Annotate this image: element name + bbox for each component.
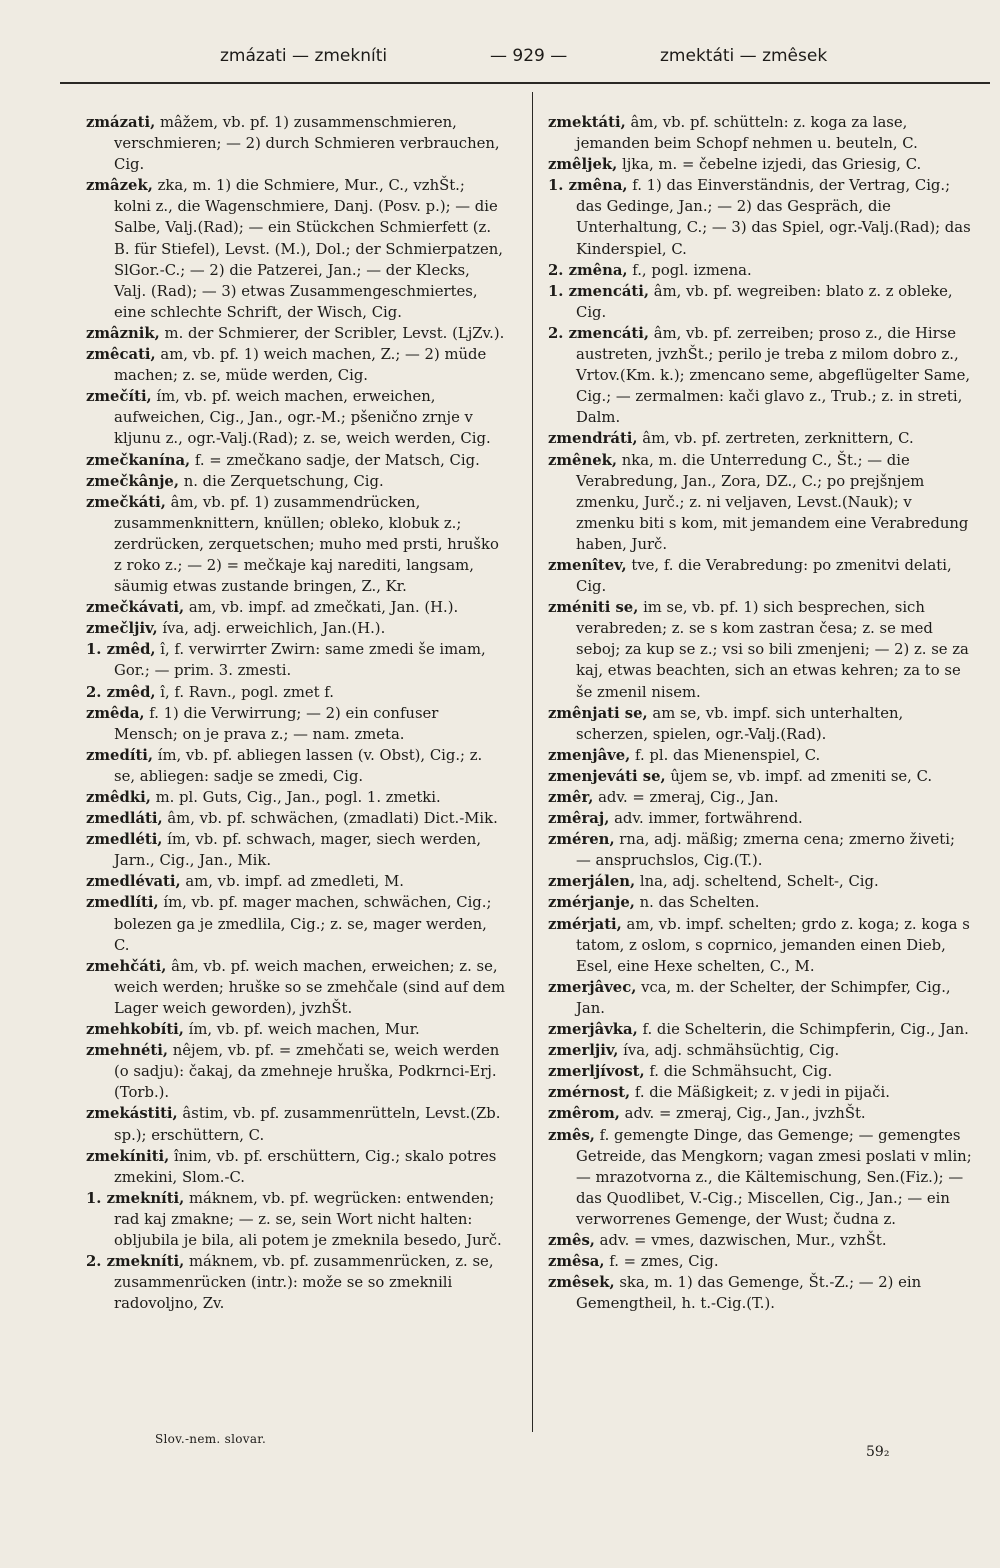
entry-definition: nka, m. die Unterredung C., Št.; — die Verabredung, Jan., Zora, DZ., C.; po prejšnjem zmenku, Jurč.; z. ni veljaven, Levst.(Nauk); v zmenku biti s kom, mit jemandem eine Verabredung haben, Jurč.	[576, 451, 969, 553]
dictionary-entry	[548, 1082, 973, 1103]
entry-definition: am, vb. pf. 1) weich machen, Z.; — 2) müde machen; z. se, müde werden, Cig.	[114, 346, 487, 385]
dictionary-entry	[86, 703, 506, 745]
dictionary-entry	[548, 1061, 973, 1082]
entry-definition: m. der Schmierer, der Scribler, Levst. (LjZv.).	[159, 324, 505, 342]
entry-definition: f. = zmes, Cig.	[604, 1253, 719, 1271]
entry-definition: ska, m. 1) das Gemenge, Št.-Z.; — 2) ein Gemengtheil, h. t.-Cig.(T.).	[576, 1274, 922, 1313]
entry-definition: tve, f. die Verabredung: po zmenitvi delati, Cig.	[576, 556, 952, 596]
entry-definition: mâžem, vb. pf. 1) zusammenschmieren, verschmieren; — 2) durch Schmieren verbrauchen, Cig.	[114, 114, 500, 174]
entry-definition: ím, vb. pf. mager machen, schwächen, Cig.; bolezen ga je zmedlila, Cig.; z. se, mager werden, C.	[114, 894, 492, 954]
headword: 2. zmekníti,	[86, 1253, 185, 1271]
dictionary-entry	[548, 829, 973, 871]
headword: zmérjanje,	[548, 894, 635, 912]
signature-source: Slov.-nem. slovar.	[155, 1432, 267, 1446]
entry-definition: f. die Mäßigkeit; z. v jedi in pijači.	[630, 1084, 890, 1102]
headword: zmérjati,	[548, 915, 622, 933]
entry-definition: ûjem se, vb. impf. ad zmeniti se, C.	[665, 767, 933, 785]
header-right-guide: zmektáti — zmêsek	[660, 46, 828, 66]
dictionary-entry	[548, 808, 973, 829]
entry-definition: adv. = vmes, dazwischen, Mur., vzhŠt.	[594, 1231, 887, 1249]
entry-definition: f. die Schmähsucht, Cig.	[644, 1063, 833, 1081]
entry-definition: am, vb. impf. ad zmedleti, M.	[180, 873, 404, 891]
entry-definition: adv. = zmeraj, Cig., Jan., jvzhŠt.	[619, 1105, 866, 1123]
dictionary-entry	[548, 1103, 973, 1124]
dictionary-entry	[86, 1040, 506, 1103]
dictionary-entry	[548, 1230, 973, 1251]
left-column	[86, 112, 506, 1314]
headword: zmedlíti,	[86, 894, 159, 912]
headword: zmendráti,	[548, 430, 638, 448]
headword: 1. zmencáti,	[548, 282, 650, 300]
dictionary-entry	[548, 555, 973, 597]
entry-definition: am se, vb. impf. sich unterhalten, scherzen, spielen, ogr.-Valj.(Rad).	[576, 704, 904, 743]
entry-definition: ljka, m. = čebelne izjedi, das Griesig, C.	[617, 156, 922, 174]
dictionary-entry	[548, 745, 973, 766]
headword: zmérnost,	[548, 1084, 631, 1102]
dictionary-entry	[548, 1040, 973, 1061]
entry-definition: vca, m. der Schelter, der Schimpfer, Cig., Jan.	[576, 978, 951, 1017]
headword: zmerljiv,	[548, 1042, 619, 1060]
headword: zmenîtev,	[548, 556, 627, 574]
headword: zmenjâve,	[548, 746, 631, 764]
dictionary-entry	[548, 977, 973, 1019]
entry-definition: f. 1) die Verwirrung; — 2) ein confuser Mensch; on je prava z.; — nam. zmeta.	[114, 704, 439, 743]
dictionary-entry	[86, 787, 506, 808]
dictionary-entry	[86, 829, 506, 871]
dictionary-entry	[86, 745, 506, 787]
entry-definition: am, vb. impf. ad zmečkati, Jan. (H.).	[184, 599, 459, 617]
headword: zmerjálen,	[548, 873, 636, 891]
page-number: — 929 —	[490, 46, 568, 66]
dictionary-entry	[86, 344, 506, 386]
entry-definition: rna, adj. mäßig; zmerna cena; zmerno živeti; — anspruchslos, Cig.(T.).	[576, 831, 955, 870]
entry-definition: âstim, vb. pf. zusammenrütteln, Levst.(Zb. sp.); erschüttern, C.	[114, 1105, 501, 1144]
dictionary-entry	[548, 112, 973, 154]
dictionary-entry	[548, 260, 973, 281]
entry-definition: zka, m. 1) die Schmiere, Mur., C., vzhŠt.; kolni z., die Wagenschmiere, Danj. (Posv. p.); — die Salbe, Valj.(Rad); — ein Stückchen Schmierfett (z. B. für Stiefel), Levst. (M.), Dol.; der Schmierpatzen, SlGor.-C.; — 2) die Patzerei, Jan.; — der Klecks, Valj. (Rad); — 3) etwas Zusammengeschmiertes, eine schlechte Schrift, der Wisch, Cig.	[114, 177, 503, 321]
dictionary-entry	[548, 428, 973, 449]
entry-definition: íva, adj. schmähsüchtig, Cig.	[618, 1042, 840, 1060]
headword: zmehkobíti,	[86, 1021, 184, 1039]
dictionary-entry	[548, 1251, 973, 1272]
headword: zmêdki,	[86, 789, 151, 806]
dictionary-entry	[548, 450, 973, 555]
entry-definition: m. pl. Guts, Cig., Jan., pogl. 1. zmetki.	[150, 789, 441, 806]
headword: zmehčáti,	[86, 957, 167, 975]
entry-definition: ím, vb. pf. weich machen, Mur.	[183, 1021, 420, 1039]
headword: zmâznik,	[86, 324, 160, 342]
entry-definition: î, f. Ravn., pogl. zmet f.	[155, 683, 334, 701]
dictionary-entry	[86, 956, 506, 1019]
entry-definition: âm, vb. pf. zertreten, zerknittern, C.	[637, 430, 914, 448]
entry-definition: âm, vb. pf. wegreiben: blato z. z obleke, Cig.	[576, 282, 953, 321]
dictionary-entry	[548, 323, 973, 428]
headword: 2. zmencáti,	[548, 324, 650, 342]
entry-definition: n. die Zerquetschung, Cig.	[179, 472, 384, 490]
entry-definition: adv. = zmeraj, Cig., Jan.	[593, 789, 779, 806]
header-rule	[60, 82, 990, 84]
headword: zméren,	[548, 831, 615, 849]
dictionary-entry	[548, 597, 973, 702]
headword: zmečljiv,	[86, 620, 158, 638]
dictionary-entry	[548, 154, 973, 175]
right-column	[548, 112, 973, 1314]
dictionary-entry	[548, 914, 973, 977]
headword: zmečíti,	[86, 388, 152, 406]
headword: zmehnéti,	[86, 1042, 169, 1060]
dictionary-entry	[86, 450, 506, 471]
dictionary-entry	[86, 1251, 506, 1314]
dictionary-entry	[86, 1019, 506, 1040]
headword: 1. zmekníti,	[86, 1189, 185, 1207]
dictionary-entry	[548, 766, 973, 787]
headword: zmêda,	[86, 704, 145, 722]
dictionary-entry	[548, 1125, 973, 1230]
dictionary-entry	[86, 597, 506, 618]
headword: zmekástiti,	[86, 1105, 178, 1123]
dictionary-entry	[548, 1019, 973, 1040]
headword: zmêrom,	[548, 1105, 620, 1123]
headword: zmêsek,	[548, 1274, 615, 1292]
entry-definition: ím, vb. pf. weich machen, erweichen, aufweichen, Cig., Jan., ogr.-M.; pšenično zrnje v kljunu z., ogr.-Valj.(Rad); z. se, weich werden, Cig.	[114, 388, 491, 448]
headword: zmêraj,	[548, 810, 610, 828]
dictionary-entry	[86, 1146, 506, 1188]
headword: zmedíti,	[86, 746, 154, 764]
dictionary-entry	[86, 808, 506, 829]
dictionary-entry	[548, 1272, 973, 1314]
entry-definition: înim, vb. pf. erschüttern, Cig.; skalo potres zmekini, Slom.-C.	[114, 1147, 497, 1186]
entry-definition: f. pl. das Mienenspiel, C.	[630, 746, 821, 764]
entry-definition: âm, vb. pf. schwächen, (zmadlati) Dict.-Mik.	[162, 810, 498, 828]
headword: zmêr,	[548, 789, 594, 806]
dictionary-entry	[86, 492, 506, 597]
dictionary-entry	[86, 471, 506, 492]
entry-definition: âm, vb. pf. schütteln: z. koga za lase, jemanden beim Schopf nehmen u. beuteln, C.	[576, 114, 918, 153]
signature-mark: 59₂	[866, 1444, 890, 1460]
headword: zmektáti,	[548, 114, 626, 131]
headword: zmedlévati,	[86, 873, 181, 891]
header-left-guide: zmázati — zmekníti	[220, 46, 388, 66]
entry-definition: máknem, vb. pf. wegrücken: entwenden; rad kaj zmakne; — z. se, sein Wort nicht halten: obljubila je bila, ali potem je zmeknila besedo, Jurč.	[114, 1189, 502, 1249]
entry-definition: n. das Schelten.	[634, 894, 760, 912]
entry-definition: âm, vb. pf. 1) zusammendrücken, zusammenknittern, knüllen; obleko, klobuk z.; zerdrücken, zerquetschen; muho med prsti, hruško z roko z.; — 2) = mečkaje kaj narediti, langsam, säumig etwas zustande bringen, Z., Kr.	[114, 493, 499, 596]
headword: zmenjeváti se,	[548, 767, 666, 785]
entry-definition: nêjem, vb. pf. = zmehčati se, weich werden (o sadju): čakaj, da zmehneje hruška, Podkrnci-Erj.(Torb.).	[114, 1042, 500, 1102]
headword: zmerljívost,	[548, 1063, 645, 1081]
dictionary-entry	[86, 323, 506, 344]
dictionary-entry	[86, 1103, 506, 1145]
headword: zméniti se,	[548, 599, 639, 617]
entry-definition: f. gemengte Dinge, das Gemenge; — gemengtes Getreide, das Mengkorn; vagan zmesi poslati v mlin; — mrazotvorna z., die Kältemischung, Sen.(Fiz.); — das Quodlibet, V.-Cig.; Miscellen, Cig., Jan.; — ein verworrenes Gemenge, der Wust; čudna z.	[576, 1126, 972, 1228]
dictionary-entry	[86, 871, 506, 892]
headword: 1. zmêd,	[86, 641, 156, 659]
headword: zmênek,	[548, 451, 618, 469]
headword: zmázati,	[86, 114, 156, 131]
headword: zmês,	[548, 1126, 595, 1144]
entry-definition: f. 1) das Einverständnis, der Vertrag, Cig.; das Gedinge, Jan.; — 2) das Gespräch, die Unterhaltung, C.; — 3) das Spiel, ogr.-Valj.(Rad); das Kinderspiel, C.	[576, 177, 971, 258]
headword: zmečkanína,	[86, 451, 191, 469]
headword: zmedléti,	[86, 831, 163, 849]
headword: zmêsa,	[548, 1253, 605, 1271]
entry-definition: am, vb. impf. schelten; grdo z. koga; z. koga s tatom, z oslom, s coprnico, jemanden einen Dieb, Esel, eine Hexe schelten, C., M.	[576, 915, 970, 975]
entry-definition: ím, vb. pf. schwach, mager, siech werden, Jarn., Cig., Jan., Mik.	[114, 831, 482, 870]
entry-definition: f. die Schelterin, die Schimpferin, Cig., Jan.	[637, 1021, 969, 1039]
entry-definition: î, f. verwirrter Zwirn: same zmedi še imam, Gor.; — prim. 3. zmesti.	[114, 641, 486, 680]
headword: zmečkáti,	[86, 493, 166, 511]
entry-definition: íva, adj. erweichlich, Jan.(H.).	[157, 620, 386, 638]
headword: zmerjâvka,	[548, 1021, 638, 1039]
headword: zmerjâvec,	[548, 978, 637, 996]
headword: zmedláti,	[86, 810, 163, 828]
entry-definition: âm, vb. pf. zerreiben; proso z., die Hirse austreten, jvzhŠt.; perilo je treba z milom dobro z., Vrtov.(Km. k.); zmencano seme, abgeflügelter Same, Cig.; — zermalmen: kači glavo z., Trub.; z. in streti, Dalm.	[576, 324, 971, 427]
entry-definition: f. = zmečkano sadje, der Matsch, Cig.	[190, 451, 480, 469]
headword: zmâzek,	[86, 177, 153, 195]
dictionary-entry	[86, 618, 506, 639]
dictionary-entry	[86, 639, 506, 681]
dictionary-entry	[86, 112, 506, 175]
dictionary-entry	[86, 1188, 506, 1251]
entry-definition: adv. immer, fortwährend.	[609, 810, 803, 828]
dictionary-entry	[86, 892, 506, 955]
entry-definition: máknem, vb. pf. zusammenrücken, z. se, zusammenrücken (intr.): može se so zmeknili radovoljno, Zv.	[114, 1253, 494, 1313]
headword: zmekíniti,	[86, 1147, 170, 1165]
dictionary-entry	[86, 682, 506, 703]
headword: zmês,	[548, 1231, 595, 1249]
headword: zmečkânje,	[86, 472, 180, 490]
dictionary-entry	[548, 175, 973, 259]
dictionary-entry	[86, 386, 506, 449]
entry-definition: lna, adj. scheltend, Schelt-, Cig.	[635, 873, 879, 891]
headword: zmêcati,	[86, 346, 156, 364]
dictionary-entry	[548, 703, 973, 745]
dictionary-entry	[548, 787, 973, 808]
entry-definition: âm, vb. pf. weich machen, erweichen; z. se, weich werden; hruške so se zmehčale (sind auf dem Lager weich geworden), jvzhŠt.	[114, 957, 506, 1017]
headword: zmênjati se,	[548, 704, 648, 722]
headword: 1. zmêna,	[548, 177, 628, 195]
entry-definition: ím, vb. pf. abliegen lassen (v. Obst), Cig.; z. se, abliegen: sadje se zmedi, Cig.	[114, 746, 483, 785]
page-header	[60, 46, 940, 76]
dictionary-entry	[548, 892, 973, 913]
entry-definition: f., pogl. izmena.	[627, 261, 752, 279]
dictionary-entry	[86, 175, 506, 323]
entry-definition: im se, vb. pf. 1) sich besprechen, sich verabreden; z. se s kom zastran česa; z. se med seboj; za kup se z.; vsi so bili zmenjeni; — 2) z. se za kaj, etwas beachten, sich an etwas kehren; za to se še zmenil nisem.	[576, 599, 969, 701]
column-divider	[532, 92, 533, 1432]
headword: zmečkávati,	[86, 599, 185, 617]
headword: zmêljek,	[548, 156, 618, 174]
headword: 2. zmêna,	[548, 261, 628, 279]
dictionary-entry	[548, 871, 973, 892]
dictionary-entry	[548, 281, 973, 323]
headword: 2. zmêd,	[86, 683, 156, 701]
